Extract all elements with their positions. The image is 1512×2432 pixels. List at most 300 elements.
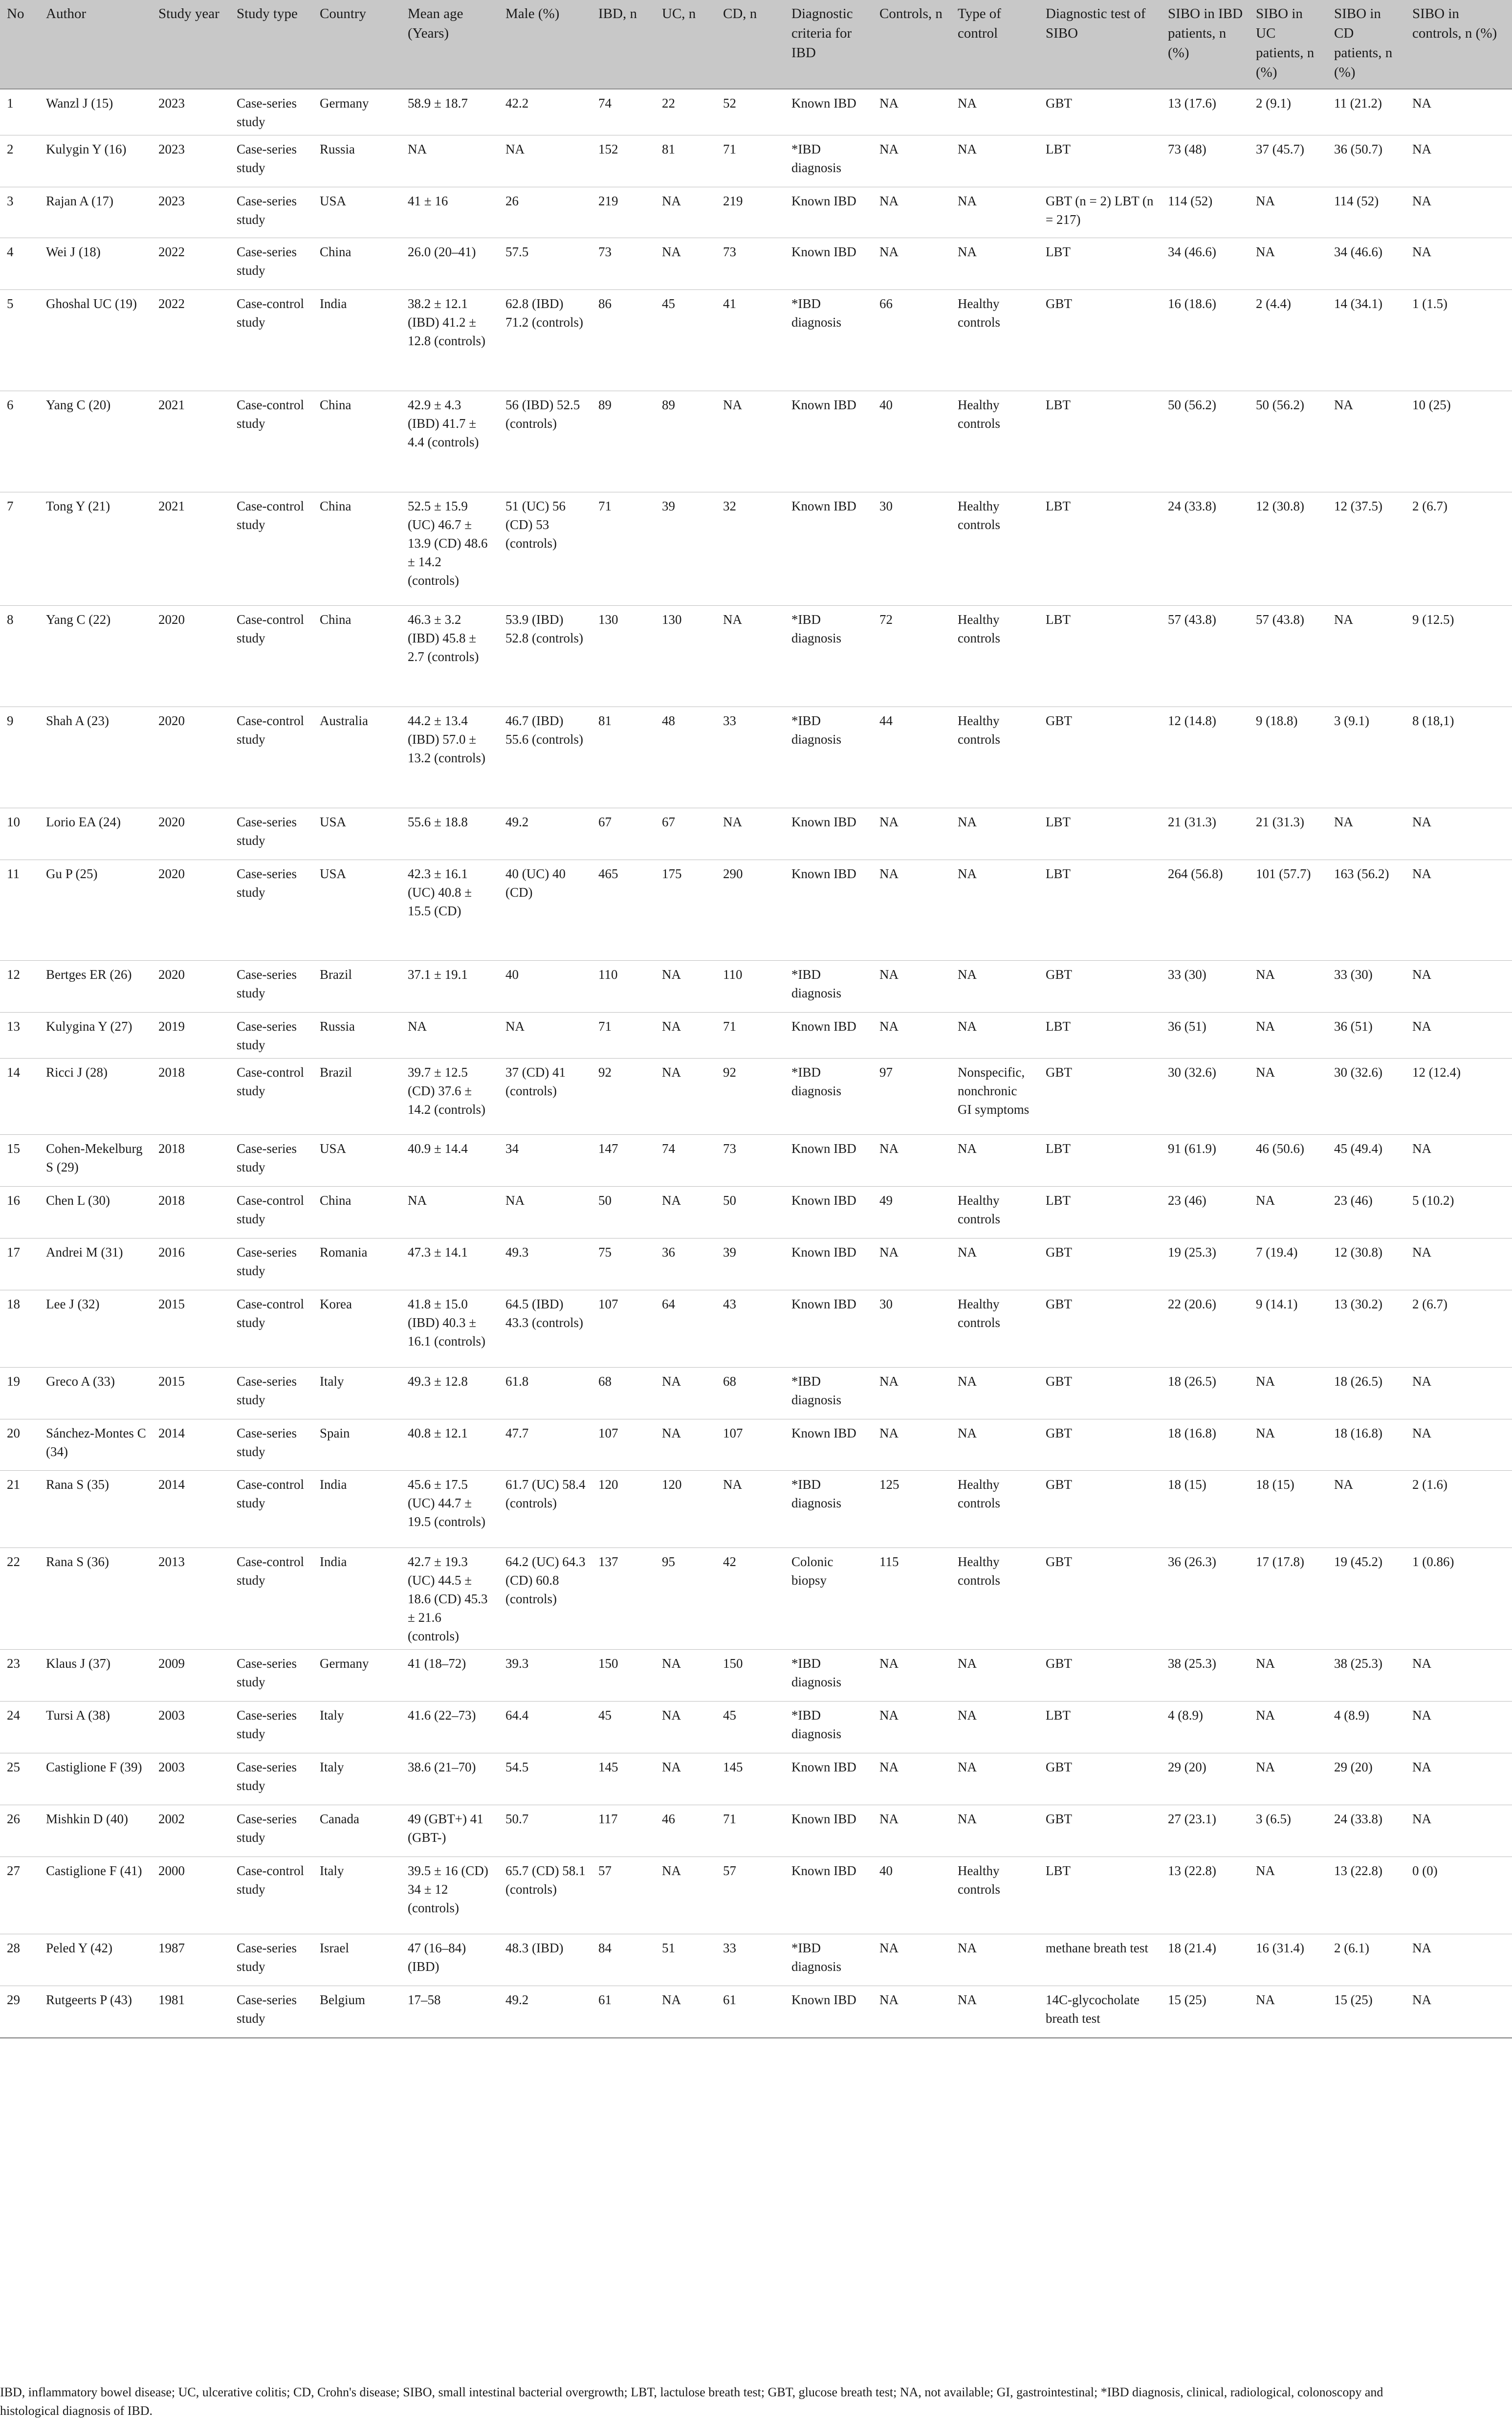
cell-control-type: Healthy controls (951, 1187, 1039, 1238)
cell-controls-n: NA (873, 187, 951, 238)
cell-controls-n: NA (873, 1934, 951, 1986)
cell-sibo-cd: NA (1327, 808, 1405, 860)
cell-uc-n: 95 (655, 1548, 716, 1650)
cell-no: 24 (0, 1702, 39, 1753)
cell-author: Yang C (20) (39, 391, 152, 492)
cell-sibo-cd: 13 (22.8) (1327, 1857, 1405, 1934)
cell-country: Italy (313, 1753, 401, 1805)
cell-ibd-n: 75 (592, 1238, 655, 1290)
cell-author: Klaus J (37) (39, 1650, 152, 1702)
cell-sibo-test: GBT (1039, 1419, 1161, 1471)
cell-cd-n: 39 (716, 1238, 785, 1290)
cell-country: Germany (313, 89, 401, 135)
cell-control-type: NA (951, 1805, 1039, 1857)
header-cell: UC, n (655, 0, 716, 89)
cell-no: 21 (0, 1471, 39, 1548)
cell-sibo-ibd: 18 (15) (1161, 1471, 1249, 1548)
cell-sibo-uc: 50 (56.2) (1249, 391, 1327, 492)
cell-ibd-n: 67 (592, 808, 655, 860)
cell-country: USA (313, 1135, 401, 1187)
cell-no: 29 (0, 1986, 39, 2038)
cell-mean-age: 39.7 ± 12.5 (CD) 37.6 ± 14.2 (controls) (401, 1059, 499, 1135)
cell-diagnostic-criteria: *IBD diagnosis (785, 1059, 873, 1135)
cell-no: 25 (0, 1753, 39, 1805)
cell-country: Canada (313, 1805, 401, 1857)
cell-sibo-ibd: 23 (46) (1161, 1187, 1249, 1238)
cell-mean-age: 40.8 ± 12.1 (401, 1419, 499, 1471)
cell-sibo-uc: 2 (4.4) (1249, 290, 1327, 391)
cell-ibd-n: 73 (592, 238, 655, 290)
cell-male-percent: 49.2 (499, 1986, 592, 2038)
cell-uc-n: NA (655, 1187, 716, 1238)
cell-study-type: Case-series study (230, 860, 313, 961)
cell-sibo-cd: 11 (21.2) (1327, 89, 1405, 135)
cell-ibd-n: 50 (592, 1187, 655, 1238)
cell-study-year: 2014 (152, 1419, 230, 1471)
cell-study-year: 2020 (152, 707, 230, 808)
cell-sibo-ibd: 24 (33.8) (1161, 492, 1249, 606)
cell-author: Ricci J (28) (39, 1059, 152, 1135)
cell-sibo-cd: 114 (52) (1327, 187, 1405, 238)
cell-study-year: 2018 (152, 1059, 230, 1135)
cell-controls-n: 49 (873, 1187, 951, 1238)
cell-ibd-n: 68 (592, 1368, 655, 1419)
cell-country: India (313, 290, 401, 391)
cell-uc-n: 48 (655, 707, 716, 808)
table-row (0, 808, 1512, 860)
cell-mean-age: 45.6 ± 17.5 (UC) 44.7 ± 19.5 (controls) (401, 1471, 499, 1548)
cell-author: Rana S (35) (39, 1471, 152, 1548)
cell-male-percent: 37 (CD) 41 (controls) (499, 1059, 592, 1135)
cell-uc-n: 89 (655, 391, 716, 492)
cell-diagnostic-criteria: *IBD diagnosis (785, 1368, 873, 1419)
cell-male-percent: 50.7 (499, 1805, 592, 1857)
cell-male-percent: NA (499, 135, 592, 187)
table-row (0, 492, 1512, 606)
cell-diagnostic-criteria: *IBD diagnosis (785, 135, 873, 187)
cell-study-type: Case-series study (230, 1650, 313, 1702)
cell-cd-n: 45 (716, 1702, 785, 1753)
cell-control-type: NA (951, 1986, 1039, 2038)
cell-ibd-n: 120 (592, 1471, 655, 1548)
table-row (0, 1986, 1512, 2038)
header-cell: Diagnostic test of SIBO (1039, 0, 1161, 89)
cell-male-percent: 64.2 (UC) 64.3 (CD) 60.8 (controls) (499, 1548, 592, 1650)
cell-cd-n: 33 (716, 1934, 785, 1986)
cell-sibo-uc: NA (1249, 1419, 1327, 1471)
cell-diagnostic-criteria: Known IBD (785, 1805, 873, 1857)
header-cell: Male (%) (499, 0, 592, 89)
cell-sibo-uc: 7 (19.4) (1249, 1238, 1327, 1290)
cell-uc-n: 81 (655, 135, 716, 187)
cell-country: Italy (313, 1857, 401, 1934)
cell-cd-n: NA (716, 808, 785, 860)
cell-sibo-controls: NA (1405, 135, 1512, 187)
cell-no: 9 (0, 707, 39, 808)
cell-controls-n: 97 (873, 1059, 951, 1135)
cell-ibd-n: 71 (592, 1013, 655, 1059)
cell-control-type: NA (951, 1753, 1039, 1805)
cell-sibo-controls: NA (1405, 1805, 1512, 1857)
cell-controls-n: NA (873, 808, 951, 860)
cell-sibo-cd: 24 (33.8) (1327, 1805, 1405, 1857)
cell-mean-age: 42.9 ± 4.3 (IBD) 41.7 ± 4.4 (controls) (401, 391, 499, 492)
cell-control-type: Healthy controls (951, 1471, 1039, 1548)
cell-cd-n: 110 (716, 961, 785, 1013)
cell-cd-n: 92 (716, 1059, 785, 1135)
cell-diagnostic-criteria: Known IBD (785, 1419, 873, 1471)
cell-study-year: 2016 (152, 1238, 230, 1290)
cell-study-year: 1987 (152, 1934, 230, 1986)
cell-study-type: Case-series study (230, 1419, 313, 1471)
table-row (0, 961, 1512, 1013)
cell-cd-n: 32 (716, 492, 785, 606)
cell-cd-n: 43 (716, 1290, 785, 1368)
cell-sibo-ibd: 57 (43.8) (1161, 606, 1249, 707)
cell-sibo-uc: NA (1249, 1857, 1327, 1934)
cell-author: Cohen-Mekelburg S (29) (39, 1135, 152, 1187)
cell-cd-n: 33 (716, 707, 785, 808)
cell-sibo-uc: 57 (43.8) (1249, 606, 1327, 707)
cell-sibo-cd: 12 (30.8) (1327, 1238, 1405, 1290)
cell-mean-age: 47.3 ± 14.1 (401, 1238, 499, 1290)
cell-uc-n: 45 (655, 290, 716, 391)
cell-study-type: Case-control study (230, 391, 313, 492)
cell-uc-n: NA (655, 1702, 716, 1753)
cell-sibo-ibd: 21 (31.3) (1161, 808, 1249, 860)
cell-diagnostic-criteria: *IBD diagnosis (785, 1934, 873, 1986)
cell-sibo-uc: NA (1249, 1702, 1327, 1753)
cell-control-type: Nonspecific, nonchronic GI symptoms (951, 1059, 1039, 1135)
cell-diagnostic-criteria: Known IBD (785, 492, 873, 606)
cell-country: China (313, 238, 401, 290)
cell-mean-age: 41 (18–72) (401, 1650, 499, 1702)
cell-control-type: NA (951, 961, 1039, 1013)
cell-sibo-controls: 2 (1.6) (1405, 1471, 1512, 1548)
cell-ibd-n: 71 (592, 492, 655, 606)
cell-study-type: Case-series study (230, 1805, 313, 1857)
cell-controls-n: 30 (873, 1290, 951, 1368)
cell-study-year: 2015 (152, 1368, 230, 1419)
cell-study-year: 2023 (152, 187, 230, 238)
cell-no: 7 (0, 492, 39, 606)
cell-uc-n: 130 (655, 606, 716, 707)
header-cell: Author (39, 0, 152, 89)
cell-mean-age: 46.3 ± 3.2 (IBD) 45.8 ± 2.7 (controls) (401, 606, 499, 707)
cell-sibo-test: LBT (1039, 492, 1161, 606)
cell-sibo-ibd: 50 (56.2) (1161, 391, 1249, 492)
cell-sibo-ibd: 4 (8.9) (1161, 1702, 1249, 1753)
cell-ibd-n: 86 (592, 290, 655, 391)
cell-control-type: Healthy controls (951, 1857, 1039, 1934)
cell-cd-n: 290 (716, 860, 785, 961)
table-row (0, 860, 1512, 961)
cell-ibd-n: 145 (592, 1753, 655, 1805)
cell-author: Andrei M (31) (39, 1238, 152, 1290)
cell-sibo-ibd: 13 (22.8) (1161, 1857, 1249, 1934)
cell-author: Tursi A (38) (39, 1702, 152, 1753)
header-cell: Study year (152, 0, 230, 89)
cell-controls-n: NA (873, 135, 951, 187)
header-cell: Type of control (951, 0, 1039, 89)
cell-sibo-controls: NA (1405, 1368, 1512, 1419)
cell-controls-n: NA (873, 1238, 951, 1290)
cell-sibo-controls: NA (1405, 1934, 1512, 1986)
cell-study-type: Case-control study (230, 1059, 313, 1135)
cell-study-type: Case-series study (230, 89, 313, 135)
cell-mean-age: NA (401, 1013, 499, 1059)
cell-study-year: 2020 (152, 606, 230, 707)
cell-male-percent: 53.9 (IBD) 52.8 (controls) (499, 606, 592, 707)
cell-mean-age: NA (401, 1187, 499, 1238)
cell-sibo-cd: 30 (32.6) (1327, 1059, 1405, 1135)
cell-mean-age: NA (401, 135, 499, 187)
table-row (0, 238, 1512, 290)
cell-sibo-cd: 13 (30.2) (1327, 1290, 1405, 1368)
cell-diagnostic-criteria: Known IBD (785, 1238, 873, 1290)
cell-controls-n: 30 (873, 492, 951, 606)
cell-mean-age: 17–58 (401, 1986, 499, 2038)
cell-no: 27 (0, 1857, 39, 1934)
cell-mean-age: 41.8 ± 15.0 (IBD) 40.3 ± 16.1 (controls) (401, 1290, 499, 1368)
cell-sibo-controls: 2 (6.7) (1405, 492, 1512, 606)
cell-sibo-cd: 18 (26.5) (1327, 1368, 1405, 1419)
cell-sibo-uc: NA (1249, 1059, 1327, 1135)
cell-sibo-cd: NA (1327, 606, 1405, 707)
cell-study-year: 2018 (152, 1135, 230, 1187)
cell-diagnostic-criteria: Known IBD (785, 1290, 873, 1368)
cell-no: 11 (0, 860, 39, 961)
cell-male-percent: 39.3 (499, 1650, 592, 1702)
table-row (0, 290, 1512, 391)
cell-sibo-uc: 21 (31.3) (1249, 808, 1327, 860)
cell-study-year: 2018 (152, 1187, 230, 1238)
cell-mean-age: 38.2 ± 12.1 (IBD) 41.2 ± 12.8 (controls) (401, 290, 499, 391)
cell-male-percent: 40 (499, 961, 592, 1013)
cell-sibo-test: 14C-glycocholate breath test (1039, 1986, 1161, 2038)
cell-study-year: 2020 (152, 961, 230, 1013)
cell-sibo-test: GBT (1039, 707, 1161, 808)
cell-study-year: 2003 (152, 1753, 230, 1805)
cell-sibo-cd: NA (1327, 1471, 1405, 1548)
cell-author: Lorio EA (24) (39, 808, 152, 860)
cell-sibo-uc: 12 (30.8) (1249, 492, 1327, 606)
cell-diagnostic-criteria: *IBD diagnosis (785, 290, 873, 391)
cell-sibo-controls: NA (1405, 238, 1512, 290)
cell-controls-n: NA (873, 1368, 951, 1419)
cell-diagnostic-criteria: *IBD diagnosis (785, 1650, 873, 1702)
cell-cd-n: 71 (716, 135, 785, 187)
cell-country: USA (313, 808, 401, 860)
header-cell: Controls, n (873, 0, 951, 89)
header-cell: No (0, 0, 39, 89)
cell-mean-age: 37.1 ± 19.1 (401, 961, 499, 1013)
cell-cd-n: 57 (716, 1857, 785, 1934)
cell-cd-n: 68 (716, 1368, 785, 1419)
cell-controls-n: NA (873, 1805, 951, 1857)
table-body (0, 89, 1512, 2038)
cell-study-year: 2020 (152, 860, 230, 961)
cell-study-type: Case-series study (230, 1702, 313, 1753)
cell-sibo-cd: 33 (30) (1327, 961, 1405, 1013)
cell-cd-n: 50 (716, 1187, 785, 1238)
cell-no: 15 (0, 1135, 39, 1187)
cell-male-percent: 26 (499, 187, 592, 238)
cell-country: China (313, 492, 401, 606)
cell-study-year: 2014 (152, 1471, 230, 1548)
cell-sibo-uc: NA (1249, 1986, 1327, 2038)
header-cell: Country (313, 0, 401, 89)
cell-author: Shah A (23) (39, 707, 152, 808)
cell-sibo-cd: 18 (16.8) (1327, 1419, 1405, 1471)
cell-sibo-uc: 18 (15) (1249, 1471, 1327, 1548)
cell-sibo-controls: 1 (0.86) (1405, 1548, 1512, 1650)
cell-author: Castiglione F (39) (39, 1753, 152, 1805)
cell-ibd-n: 130 (592, 606, 655, 707)
cell-no: 5 (0, 290, 39, 391)
table-row (0, 1650, 1512, 1702)
cell-sibo-uc: 46 (50.6) (1249, 1135, 1327, 1187)
cell-sibo-controls: NA (1405, 1650, 1512, 1702)
cell-sibo-ibd: 29 (20) (1161, 1753, 1249, 1805)
cell-controls-n: NA (873, 1650, 951, 1702)
cell-sibo-cd: NA (1327, 391, 1405, 492)
cell-controls-n: 115 (873, 1548, 951, 1650)
cell-male-percent: 51 (UC) 56 (CD) 53 (controls) (499, 492, 592, 606)
cell-uc-n: NA (655, 187, 716, 238)
cell-author: Yang C (22) (39, 606, 152, 707)
cell-country: China (313, 1187, 401, 1238)
cell-author: Castiglione F (41) (39, 1857, 152, 1934)
cell-sibo-uc: NA (1249, 1187, 1327, 1238)
cell-control-type: NA (951, 238, 1039, 290)
cell-diagnostic-criteria: Known IBD (785, 1753, 873, 1805)
header-cell: SIBO in IBD patients, n (%) (1161, 0, 1249, 89)
cell-sibo-cd: 3 (9.1) (1327, 707, 1405, 808)
cell-diagnostic-criteria: Known IBD (785, 1857, 873, 1934)
cell-sibo-ibd: 18 (21.4) (1161, 1934, 1249, 1986)
cell-study-type: Case-control study (230, 606, 313, 707)
cell-control-type: NA (951, 1419, 1039, 1471)
table-row (0, 187, 1512, 238)
cell-country: Korea (313, 1290, 401, 1368)
cell-no: 14 (0, 1059, 39, 1135)
cell-author: Wei J (18) (39, 238, 152, 290)
cell-sibo-test: GBT (1039, 290, 1161, 391)
cell-sibo-test: LBT (1039, 135, 1161, 187)
cell-no: 10 (0, 808, 39, 860)
cell-no: 6 (0, 391, 39, 492)
cell-country: Brazil (313, 1059, 401, 1135)
cell-sibo-uc: NA (1249, 1650, 1327, 1702)
cell-sibo-controls: NA (1405, 1238, 1512, 1290)
cell-control-type: NA (951, 808, 1039, 860)
cell-controls-n: 125 (873, 1471, 951, 1548)
cell-no: 22 (0, 1548, 39, 1650)
cell-sibo-controls: 10 (25) (1405, 391, 1512, 492)
cell-ibd-n: 147 (592, 1135, 655, 1187)
cell-no: 16 (0, 1187, 39, 1238)
table-row (0, 1857, 1512, 1934)
cell-male-percent: 42.2 (499, 89, 592, 135)
cell-sibo-uc: 9 (14.1) (1249, 1290, 1327, 1368)
table-row (0, 1753, 1512, 1805)
cell-author: Sánchez-Montes C (34) (39, 1419, 152, 1471)
cell-cd-n: 71 (716, 1805, 785, 1857)
cell-diagnostic-criteria: Known IBD (785, 238, 873, 290)
cell-uc-n: NA (655, 1368, 716, 1419)
cell-author: Mishkin D (40) (39, 1805, 152, 1857)
cell-uc-n: NA (655, 1650, 716, 1702)
cell-controls-n: NA (873, 1013, 951, 1059)
cell-cd-n: 52 (716, 89, 785, 135)
cell-control-type: NA (951, 1650, 1039, 1702)
cell-diagnostic-criteria: Known IBD (785, 187, 873, 238)
cell-control-type: Healthy controls (951, 492, 1039, 606)
cell-control-type: Healthy controls (951, 606, 1039, 707)
cell-sibo-uc: 3 (6.5) (1249, 1805, 1327, 1857)
cell-sibo-test: GBT (1039, 89, 1161, 135)
header-cell: SIBO in UC patients, n (%) (1249, 0, 1327, 89)
cell-sibo-test: GBT (1039, 961, 1161, 1013)
cell-uc-n: 74 (655, 1135, 716, 1187)
cell-no: 26 (0, 1805, 39, 1857)
cell-controls-n: 66 (873, 290, 951, 391)
cell-sibo-controls: NA (1405, 1013, 1512, 1059)
cell-control-type: NA (951, 89, 1039, 135)
cell-study-year: 2019 (152, 1013, 230, 1059)
cell-controls-n: 72 (873, 606, 951, 707)
cell-uc-n: 120 (655, 1471, 716, 1548)
cell-uc-n: 22 (655, 89, 716, 135)
cell-study-year: 2002 (152, 1805, 230, 1857)
cell-sibo-ibd: 16 (18.6) (1161, 290, 1249, 391)
cell-sibo-test: LBT (1039, 1702, 1161, 1753)
cell-diagnostic-criteria: Known IBD (785, 1013, 873, 1059)
cell-mean-age: 38.6 (21–70) (401, 1753, 499, 1805)
cell-sibo-uc: 17 (17.8) (1249, 1548, 1327, 1650)
cell-uc-n: NA (655, 961, 716, 1013)
cell-sibo-controls: NA (1405, 1702, 1512, 1753)
cell-study-type: Case-control study (230, 1290, 313, 1368)
cell-study-type: Case-series study (230, 1934, 313, 1986)
cell-controls-n: NA (873, 1702, 951, 1753)
table-row (0, 1135, 1512, 1187)
cell-country: India (313, 1471, 401, 1548)
table-row (0, 1934, 1512, 1986)
cell-country: USA (313, 187, 401, 238)
cell-ibd-n: 107 (592, 1290, 655, 1368)
cell-cd-n: 61 (716, 1986, 785, 2038)
cell-male-percent: NA (499, 1013, 592, 1059)
cell-sibo-test: LBT (1039, 1187, 1161, 1238)
cell-country: Brazil (313, 961, 401, 1013)
cell-controls-n: 40 (873, 1857, 951, 1934)
cell-male-percent: 40 (UC) 40 (CD) (499, 860, 592, 961)
cell-sibo-controls: NA (1405, 1986, 1512, 2038)
cell-sibo-cd: 15 (25) (1327, 1986, 1405, 2038)
cell-sibo-controls: NA (1405, 1135, 1512, 1187)
cell-study-type: Case-control study (230, 1548, 313, 1650)
cell-sibo-cd: 29 (20) (1327, 1753, 1405, 1805)
cell-ibd-n: 137 (592, 1548, 655, 1650)
cell-study-year: 2021 (152, 391, 230, 492)
cell-male-percent: 48.3 (IBD) (499, 1934, 592, 1986)
cell-controls-n: NA (873, 89, 951, 135)
cell-country: China (313, 606, 401, 707)
cell-male-percent: 65.7 (CD) 58.1 (controls) (499, 1857, 592, 1934)
cell-no: 8 (0, 606, 39, 707)
